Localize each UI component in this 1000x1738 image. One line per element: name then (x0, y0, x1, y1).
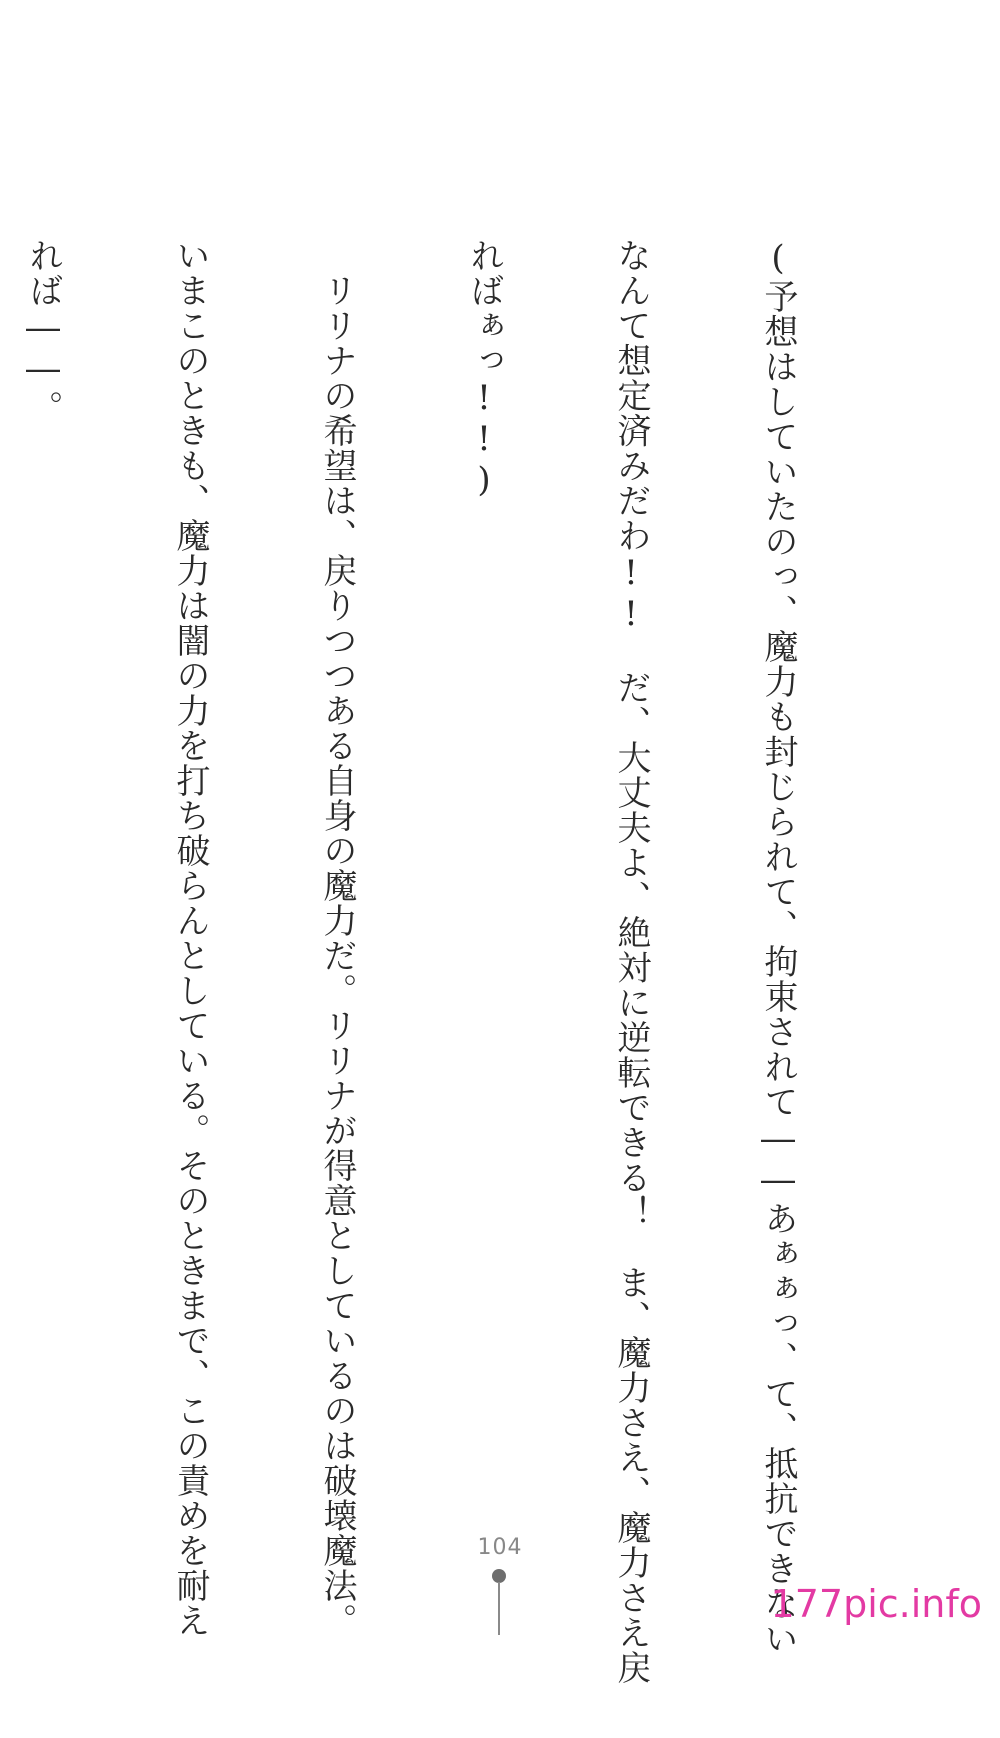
text-line: なんて想定済みだわ!! だ、大丈夫よ、絶対に逆転できる！ ま、魔力さえ、魔力さえ戻 (611, 238, 651, 1685)
text-line: リリナの希望は、戻りつつある自身の魔力だ。リリナが得意としているのは破壊魔法。 (317, 238, 357, 1638)
text-line: いまこのときも、魔力は闇の力を打ち破らんとしている。そのときまで、この責めを耐え (170, 238, 210, 1638)
page-marker-line (498, 1582, 500, 1635)
text-line: (予想はしていたのっ、魔力も封じられて、拘束されて――あぁぁっ、て、抵抗できない (758, 238, 798, 1656)
page-marker-dot (492, 1569, 506, 1583)
watermark-text: 177pic.info (770, 1582, 982, 1626)
page-number: 104 (477, 1535, 523, 1560)
text-line: ればぁっ!!) (464, 238, 504, 501)
text-line: れば――。 (23, 238, 63, 425)
